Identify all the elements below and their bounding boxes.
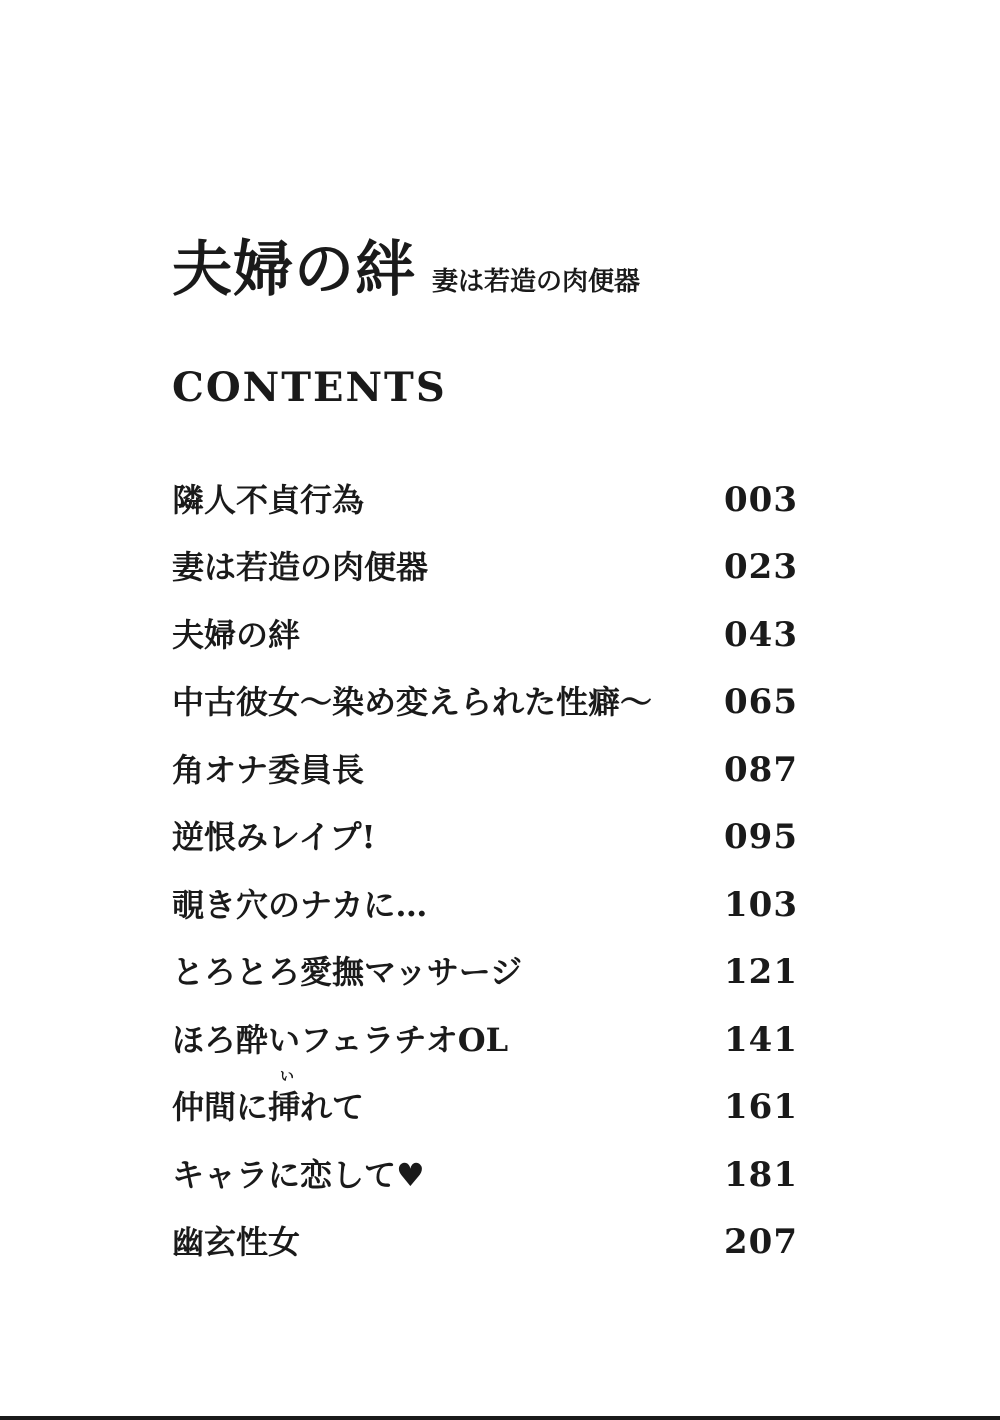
toc-page-number: 103 [724, 884, 798, 925]
toc-row [172, 939, 798, 1007]
toc-page-number: 023 [724, 547, 798, 588]
toc-row [172, 804, 798, 872]
toc-title: 角オナ委員長 [172, 750, 365, 789]
toc-row [172, 1068, 798, 1142]
toc-page-number: 181 [724, 1154, 798, 1195]
book-subtitle: 妻は若造の肉便器 [432, 267, 641, 297]
toc-page-number: 207 [724, 1222, 798, 1263]
toc-row [172, 1209, 798, 1277]
toc-title: ほろ酔いフェラチオOL [172, 1020, 509, 1059]
toc-row [172, 601, 798, 669]
toc-title: 幽玄性女 [172, 1223, 301, 1262]
toc-title: 妻は若造の肉便器 [172, 548, 429, 587]
toc-row [172, 534, 798, 602]
toc-title: とろとろ愛撫マッサージ [172, 953, 523, 992]
toc-row [172, 871, 798, 939]
furigana-mark: い [280, 1068, 294, 1085]
toc-row [172, 466, 798, 534]
toc-page-number: 003 [724, 479, 798, 520]
toc-page-number: 087 [724, 749, 798, 790]
toc-title: 逆恨みレイプ! [172, 818, 376, 857]
toc-title: 夫婦の絆 [172, 615, 301, 654]
toc-row [172, 736, 798, 804]
book-title: 夫婦の絆 [172, 235, 416, 305]
toc-row [172, 1006, 798, 1074]
toc-page-number: 121 [724, 952, 798, 993]
toc-title: 覗き穴のナカに… [172, 885, 428, 924]
toc-title: 隣人不貞行為 [172, 480, 365, 519]
title-block [172, 235, 641, 305]
toc-title: キャラに恋して♥ [172, 1155, 425, 1194]
toc-page-number: 065 [724, 682, 798, 723]
table-of-contents [172, 466, 798, 1276]
toc-page-number: 161 [724, 1087, 798, 1128]
contents-heading: CONTENTS [172, 364, 447, 411]
toc-title: 仲間に挿れて [172, 1088, 365, 1127]
toc-page-number: 141 [724, 1019, 798, 1060]
toc-row [172, 669, 798, 737]
toc-page-number: 095 [724, 817, 798, 858]
bottom-border-line [0, 1416, 1000, 1420]
toc-row [172, 1141, 798, 1209]
toc-title: 中古彼女～染め変えられた性癖～ [172, 683, 653, 722]
toc-page-number: 043 [724, 614, 798, 655]
